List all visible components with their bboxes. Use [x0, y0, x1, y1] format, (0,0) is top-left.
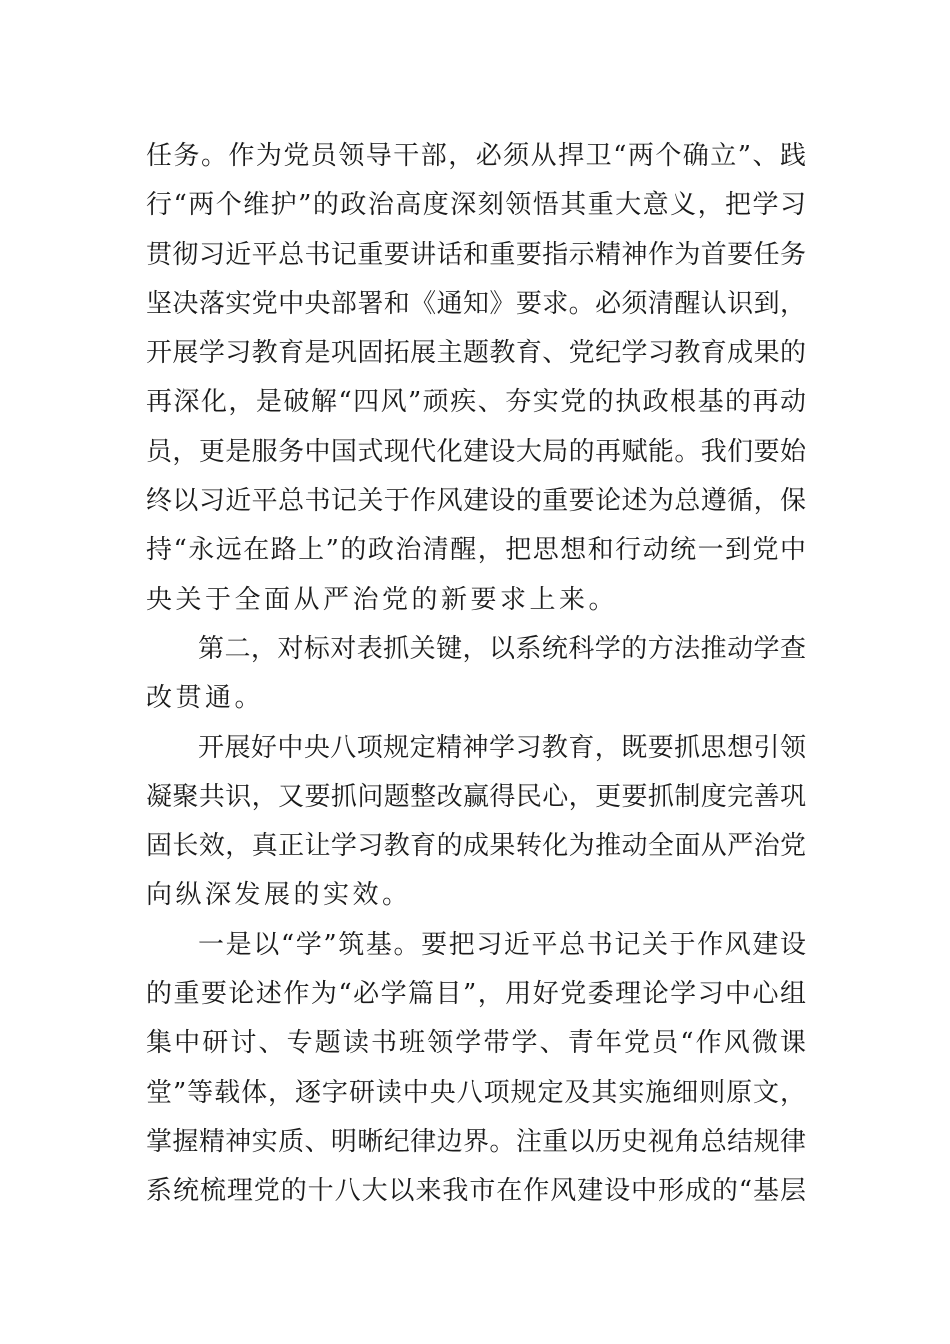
text-line: 贯彻习近平总书记重要讲话和重要指示精神作为首要任务 — [146, 239, 806, 270]
text-line: 的重要论述作为“必学篇目”，用好党委理论学习中心组 — [146, 979, 806, 1010]
text-line: 再深化，是破解“四风”顽疾、夯实党的执政根基的再动 — [146, 387, 806, 418]
text-line: 开展学习教育是巩固拓展主题教育、党纪学习教育成果的 — [146, 338, 806, 369]
text-line: 凝聚共识，又要抓问题整改赢得民心，更要抓制度完善巩 — [146, 781, 806, 812]
section-heading-line: 第二，对标对表抓关键，以系统科学的方法推动学查 — [198, 633, 806, 664]
text-line: 终以习近平总书记关于作风建设的重要论述为总遵循，保 — [146, 486, 806, 517]
document-body — [146, 132, 806, 1217]
text-line: 持“永远在路上”的政治清醒，把思想和行动统一到党中 — [146, 535, 806, 566]
text-line: 任务。作为党员领导干部，必须从捍卫“两个确立”、践 — [146, 141, 806, 171]
section-heading-line: 改贯通。 — [146, 683, 265, 714]
text-line: 掌握精神实质、明晰纪律边界。注重以历史视角总结规律 — [146, 1126, 806, 1157]
text-line: 固长效，真正让学习教育的成果转化为推动全面从严治党 — [146, 831, 806, 862]
text-line: 向纵深发展的实效。 — [146, 880, 412, 911]
text-line: 开展好中央八项规定精神学习教育，既要抓思想引领 — [198, 732, 806, 763]
text-line: 行“两个维护”的政治高度深刻领悟其重大意义，把学习 — [146, 190, 806, 221]
text-line: 堂”等载体，逐字研读中央八项规定及其实施细则原文， — [146, 1077, 806, 1108]
text-line: 一是以“学”筑基。要把习近平总书记关于作风建设 — [198, 929, 806, 960]
text-line: 员，更是服务中国式现代化建设大局的再赋能。我们要始 — [146, 436, 806, 467]
text-line: 集中研讨、专题读书班领学带学、青年党员“作风微课 — [146, 1028, 806, 1059]
text-line: 央关于全面从严治党的新要求上来。 — [146, 584, 619, 615]
text-line: 坚决落实党中央部署和《通知》要求。必须清醒认识到， — [146, 288, 806, 319]
text-line: 系统梳理党的十八大以来我市在作风建设中形成的“基层 — [146, 1176, 806, 1207]
